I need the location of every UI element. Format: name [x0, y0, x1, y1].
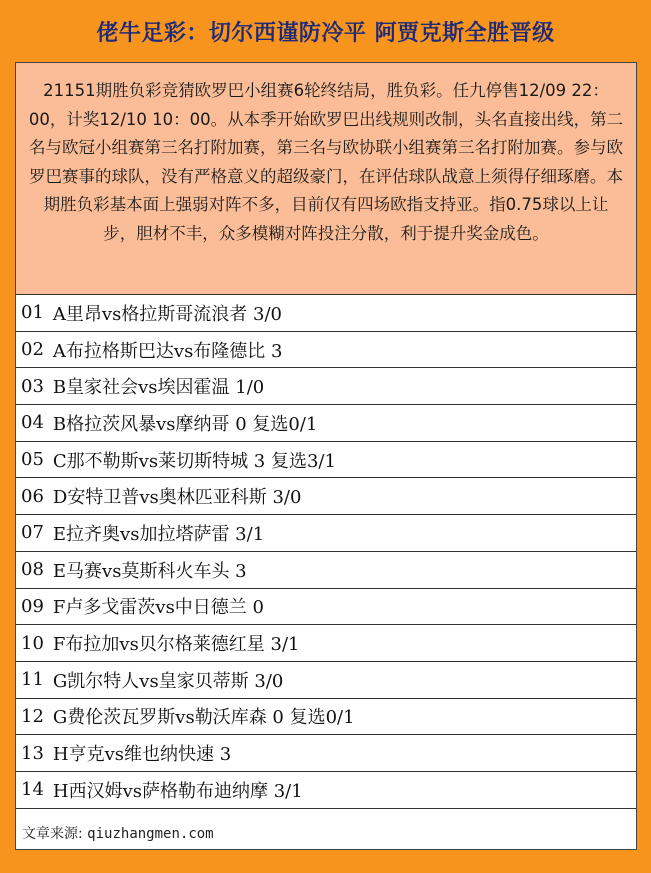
match-row: [16, 368, 636, 405]
match-row: [16, 772, 636, 809]
source-line: [22, 823, 214, 843]
match-text: G凯尔特人vs皇家贝蒂斯 3/0: [52, 670, 284, 692]
match-number: 09: [21, 595, 44, 617]
match-row: [16, 515, 636, 552]
match-text: E拉齐奥vs加拉塔萨雷 3/1: [52, 523, 265, 545]
match-row: [16, 478, 636, 515]
intro-paragraph: 21151期胜负彩竞猜欧罗巴小组赛6轮终结局，胜负彩。任九停售12/09 22：00，计奖12/10 10：00。从本季开始欧罗巴出线规则改制，头名直接出线，第二名与欧冠小组赛第三名打附加赛，第三名与欧协联小组赛第三名打附加赛。参与欧罗巴赛事的球队，没有严格意义的超级豪门，在评估球队战意上须得仔细琢磨。本期胜负彩基本面上强弱对阵不多，目前仅有四场欧指支持亚。指0.75球以上让步，胆材不丰，众多模糊对阵投注分散，利于提升奖金成色。: [16, 63, 636, 295]
match-number: 02: [21, 339, 44, 361]
match-row: [16, 295, 636, 332]
source-label: 文章来源:: [22, 826, 83, 842]
content-panel: [15, 62, 637, 850]
match-number: 08: [21, 559, 44, 581]
match-number: 04: [21, 412, 44, 434]
match-list: [16, 295, 636, 809]
page-title: 佬牛足彩：切尔西谨防冷平 阿贾克斯全胜晋级: [96, 20, 555, 46]
match-text: G费伦茨瓦罗斯vs勒沃库森 0 复选0/1: [52, 707, 355, 729]
match-row: [16, 332, 636, 369]
match-text: D安特卫普vs奥林匹亚科斯 3/0: [52, 487, 302, 509]
match-text: H亨克vs维也纳快速 3: [52, 744, 232, 766]
match-row: [16, 625, 636, 662]
match-row: [16, 589, 636, 626]
match-text: B格拉茨风暴vs摩纳哥 0 复选0/1: [52, 413, 318, 435]
match-number: 05: [21, 449, 44, 471]
match-text: B皇家社会vs埃因霍温 1/0: [52, 377, 265, 399]
match-text: F卢多戈雷茨vs中日德兰 0: [52, 597, 264, 619]
match-row: [16, 442, 636, 479]
match-text: F布拉加vs贝尔格莱德红星 3/1: [52, 634, 300, 656]
match-text: A里昂vs格拉斯哥流浪者 3/0: [52, 303, 283, 325]
match-row: [16, 552, 636, 589]
match-number: 12: [21, 705, 44, 727]
match-text: E马赛vs莫斯科火车头 3: [52, 560, 247, 582]
match-text: C那不勒斯vs莱切斯特城 3 复选3/1: [52, 450, 336, 472]
match-text: A布拉格斯巴达vs布隆德比 3: [52, 340, 283, 362]
match-row: [16, 699, 636, 736]
match-text: H西汉姆vs萨格勒布迪纳摩 3/1: [52, 780, 303, 802]
match-number: 11: [21, 669, 44, 691]
match-row: [16, 405, 636, 442]
match-row: [16, 735, 636, 772]
match-number: 01: [21, 302, 44, 324]
match-number: 14: [21, 779, 44, 801]
match-number: 13: [21, 742, 44, 764]
match-row: [16, 662, 636, 699]
match-number: 06: [21, 485, 44, 507]
match-number: 07: [21, 522, 44, 544]
match-number: 10: [21, 632, 44, 654]
source-url: qiuzhangmen.com: [87, 826, 214, 842]
match-number: 03: [21, 375, 44, 397]
